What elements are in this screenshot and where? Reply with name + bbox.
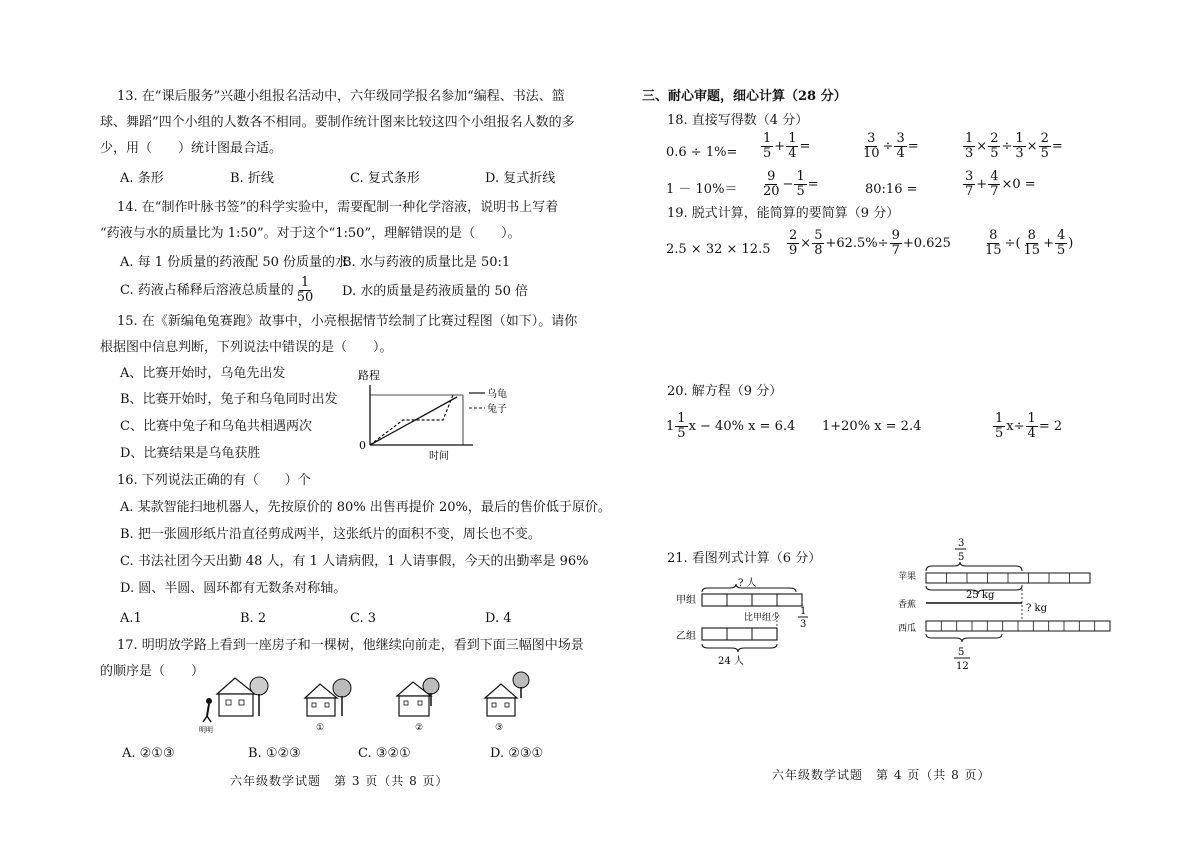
fraction [894,132,906,161]
fraction [993,412,1005,441]
fraction-numerator: 3 [958,538,965,549]
fraction-numerator: 9 [767,169,776,184]
fraction-denominator: 10 [863,146,880,161]
q19-expr-1: 2.5 × 32 × 12.5 [666,242,771,257]
group-yi-label: 乙组 [676,631,696,642]
q17-option-a[interactable]: A. ②①③ [122,746,175,761]
fraction-denominator: 5 [1056,243,1066,258]
fraction-denominator: 15 [985,243,1002,258]
q19-title: 19. 脱式计算，能简算的要简算（9 分） [667,206,900,221]
fraction-denominator: 5 [796,184,805,199]
scene-2 [397,678,439,733]
fraction-denominator: 3 [965,146,974,161]
equation-rest: = 2 [1038,419,1063,434]
q15-option-d[interactable]: D、比赛结果是乌龟获胜 [120,446,261,461]
q18-expr-7: 80:16 = [865,182,918,197]
equals-sign: = [807,177,819,192]
expr-middle: +62.5%÷ [825,236,889,251]
times-sign: × [800,236,812,251]
fraction-denominator: 5 [763,146,772,161]
fraction [787,229,799,258]
q14-option-d[interactable]: D. 水的质量是药液质量的 50 倍 [342,284,529,299]
fraction-numerator: 3 [965,169,974,184]
fraction-numerator: 4 [1056,228,1066,243]
equation-rest: x − 40% x = 6.4 [688,419,796,434]
fraction-numerator: 1 [965,131,974,146]
section-3-title: 三、耐心审题，细心计算（28 分） [642,89,847,104]
fraction-numerator: 3 [867,131,876,146]
legend-rabbit: 兔子 [487,404,507,415]
fraction-numerator: 2 [789,228,798,243]
q16-statement-a: A. 某款智能扫地机器人，先按原价的 80% 出售再提价 20%，最后的售价低于原价。 [120,500,611,515]
fraction [890,229,902,258]
banana-label: 香蕉 [898,600,917,610]
q15-option-b[interactable]: B、比赛开始时，兔子和乌龟同时出发 [120,392,338,407]
q15-option-a[interactable]: A、比赛开始时，乌龟先出发 [120,366,286,381]
q14-line1: 14. 在“制作叶脉书签”的科学实验中，需要配制一种化学溶液，说明书上写着 [117,200,559,215]
q18-title: 18. 直接写得数（4 分） [667,113,809,128]
q13-line3: 少，用（ ）统计图最合适。 [100,141,283,156]
scene-pictures [195,666,540,738]
fraction-denominator: 15 [1023,243,1041,258]
q20-expr-1 [666,412,795,442]
fraction [988,170,1000,199]
q13-line2: 球、舞蹈”四个小组的人数各不相同。要制作统计图来比较这四个小组报名人数的多 [100,115,575,130]
fraction-denominator: 5 [958,552,965,563]
fraction [675,412,687,441]
q14-option-c[interactable] [120,276,316,306]
fraction-denominator: 4 [788,146,797,161]
q13-option-a[interactable]: A. 条形 [120,171,164,186]
apple-weight: 25 kg [966,590,995,601]
q16-option-a[interactable]: A.1 [120,611,142,626]
fraction [988,132,1000,161]
fraction-numerator: 5 [814,228,823,243]
q16-option-c[interactable]: C. 3 [350,611,377,626]
fraction-numerator: 1 [1027,411,1036,426]
q14-option-c-fraction [295,276,316,305]
fraction [1055,229,1067,258]
fraction [761,132,773,161]
q16-line1: 16. 下列说法正确的有（ ）个 [117,473,311,488]
fraction-denominator: 20 [763,184,780,199]
q17-option-c[interactable]: C. ③②① [358,746,411,761]
fraction-denominator: 7 [990,184,999,199]
watermelon-label: 西瓜 [898,624,917,634]
group-diagram [672,572,822,672]
person-label: 明明 [199,726,213,734]
page-footer-left: 六年级数学试题 第 3 页（共 8 页） [230,774,449,788]
q15-line2: 根据图中信息判断，下列说法中错误的是（ ）。 [100,340,393,355]
fraction-denominator: 5 [990,146,999,161]
scene-3-label: ③ [495,723,504,733]
legend-tortoise: 乌龟 [487,389,507,400]
q18-expr-3 [860,132,919,162]
fraction [1026,412,1038,441]
equals-sign: = [1051,139,1063,154]
fraction-denominator: 5 [1040,146,1049,161]
fraction-numerator: 1 [788,131,797,146]
q16-statement-d: D. 圆、半圆、圆环都有无数条对称轴。 [120,581,347,596]
q20-expr-2: 1+20% x = 2.4 [822,419,922,434]
q17-option-d[interactable]: D. ②③① [490,746,544,761]
minus-sign: − [782,177,794,192]
fraction-denominator: 4 [896,146,905,161]
fraction [786,132,798,161]
q18-expr-4 [962,132,1063,162]
fraction-numerator: 1 [300,275,310,290]
expr-end: +0.625 [902,236,951,251]
fraction [1022,229,1043,258]
q17-line2: 的顺序是（ ） [100,664,205,679]
group-jia-label: 甲组 [676,595,696,606]
divide-sign: ÷ [1001,139,1013,154]
fraction-denominator: 8 [814,243,823,258]
equals-sign: = [907,139,919,154]
page-footer-right: 六年级数学试题 第 4 页（共 8 页） [772,768,991,782]
fraction-numerator: 2 [1040,131,1049,146]
fraction-denominator: 9 [789,243,798,258]
less-than-jia: 比甲组少 [744,613,781,623]
fraction-numerator: 5 [958,647,965,658]
right-page [600,0,1200,849]
apple-label: 苹果 [898,572,917,582]
fraction-denominator: 5 [995,426,1004,441]
fraction [861,132,882,161]
q18-expr-1: 0.6 ÷ 1%= [666,145,738,160]
graph-origin: 0 [359,439,366,452]
scene-start [199,677,268,734]
q20-title: 20. 解方程（9 分） [667,384,783,399]
q17-option-b[interactable]: B. ①②③ [248,746,301,761]
q17-line1: 17. 明明放学路上看到一座房子和一棵树，他继续向前走，看到下面三幅图中场景 [117,638,584,653]
fraction-numerator: 8 [989,228,998,243]
fruit-diagram [898,535,1122,675]
group-yi-count: 24 人 [718,656,744,667]
q14-option-a[interactable]: A. 每 1 份质量的药液配 50 份质量的水 [120,255,348,270]
fraction [963,132,975,161]
fraction-denominator: 7 [965,184,974,199]
q16-option-b[interactable]: B. 2 [240,611,267,626]
fraction-numerator: 9 [891,228,900,243]
fraction-denominator: 3 [800,619,807,630]
fraction-numerator: 1 [677,411,686,426]
fraction-denominator: 5 [677,426,686,441]
scene-3 [485,672,529,733]
divide-sign: ÷ [1004,236,1016,251]
q18-expr-2 [760,132,810,162]
unknown-people: ? 人 [738,578,757,589]
fraction [1039,132,1051,161]
fraction-denominator: 7 [891,243,900,258]
q13-option-d[interactable]: D. 复式折线 [485,171,556,186]
scene-1 [305,679,351,733]
fraction [794,170,806,199]
fraction-numerator: 4 [990,169,999,184]
q14-line2: “药液与水的质量比为 1:50”。对于这个“1:50”，理解错误的是（ ）。 [100,226,521,241]
divide-sign: ÷ [1013,419,1025,434]
fraction [1013,132,1025,161]
q21-title: 21. 看图列式计算（6 分） [667,551,822,566]
q19-expr-2 [786,229,951,259]
q16-statement-c: C. 书法社团今天出勤 48 人，有 1 人请病假，1 人请事假，今天的出勤率是 96% [120,554,589,569]
fraction [761,170,782,199]
times-zero: ×0 = [1001,177,1036,192]
q13-option-c[interactable]: C. 复式条形 [350,171,420,186]
fraction-numerator: 1 [800,606,807,617]
q18-expr-6 [760,170,819,200]
q14-option-c-text: C. 药液占稀释后溶液总质量的 [120,283,294,298]
fraction-numerator: 1 [1015,131,1024,146]
fraction [963,170,975,199]
fraction-numerator: 1 [763,131,772,146]
times-sign: × [976,139,988,154]
q16-option-d[interactable]: D. 4 [485,611,512,626]
q20-expr-3: $\frac{1}{5}$ x÷ $\frac{1}{4}$ = 2 [995,411,1063,441]
q14-option-b[interactable]: B. 水与药液的质量比是 50:1 [342,255,511,270]
fraction-denominator: 4 [1027,426,1036,441]
plus-sign: + [774,139,786,154]
q18-expr-8 [962,170,1036,200]
race-graph [345,365,515,460]
q15-option-c[interactable]: C、比赛中兔子和乌龟共相遇两次 [120,419,312,434]
fraction [812,229,824,258]
scene-1-label: ① [316,723,325,733]
fraction-denominator: 12 [956,661,969,672]
graph-ylabel: 路程 [358,369,380,382]
q13-option-b[interactable]: B. 折线 [230,171,274,186]
q13-line1: 13. 在“课后服务”兴趣小组报名活动中，六年级同学报名参加“编程、书法、篮 [117,89,565,104]
q15-line1: 15. 在《新编龟兔赛跑》故事中，小亮根据情节绘制了比赛过程图（如下）。请你 [117,314,578,329]
fraction-denominator: 3 [1015,146,1024,161]
q18-expr-5: 1 － 10%＝ [666,182,738,197]
fraction-numerator: 3 [896,131,905,146]
q19-expr-3: $\frac{8}{15}$ ÷( $\frac{8}{15}$ + $\frac{4}{5}$ ) [985,228,1074,258]
q16-statement-b: B. 把一张圆形纸片沿直径剪成两半，这张纸片的面积不变，周长也不变。 [120,527,541,542]
fraction-numerator: 8 [1027,228,1036,243]
divide-sign: ÷ [882,139,894,154]
plus-sign: + [1043,236,1054,251]
graph-xlabel: 时间 [429,451,449,462]
fraction-numerator: 1 [995,411,1004,426]
mixed-whole: 1 [666,419,675,434]
fraction-numerator: 2 [990,131,999,146]
plus-sign: + [976,177,988,192]
fraction-numerator: 1 [796,169,805,184]
equals-sign: = [799,139,811,154]
fraction-denominator: 50 [296,290,314,305]
times-sign: × [1026,139,1038,154]
fraction [983,229,1004,258]
scene-2-label: ② [415,723,424,733]
unknown-kg: ? kg [1026,603,1048,614]
